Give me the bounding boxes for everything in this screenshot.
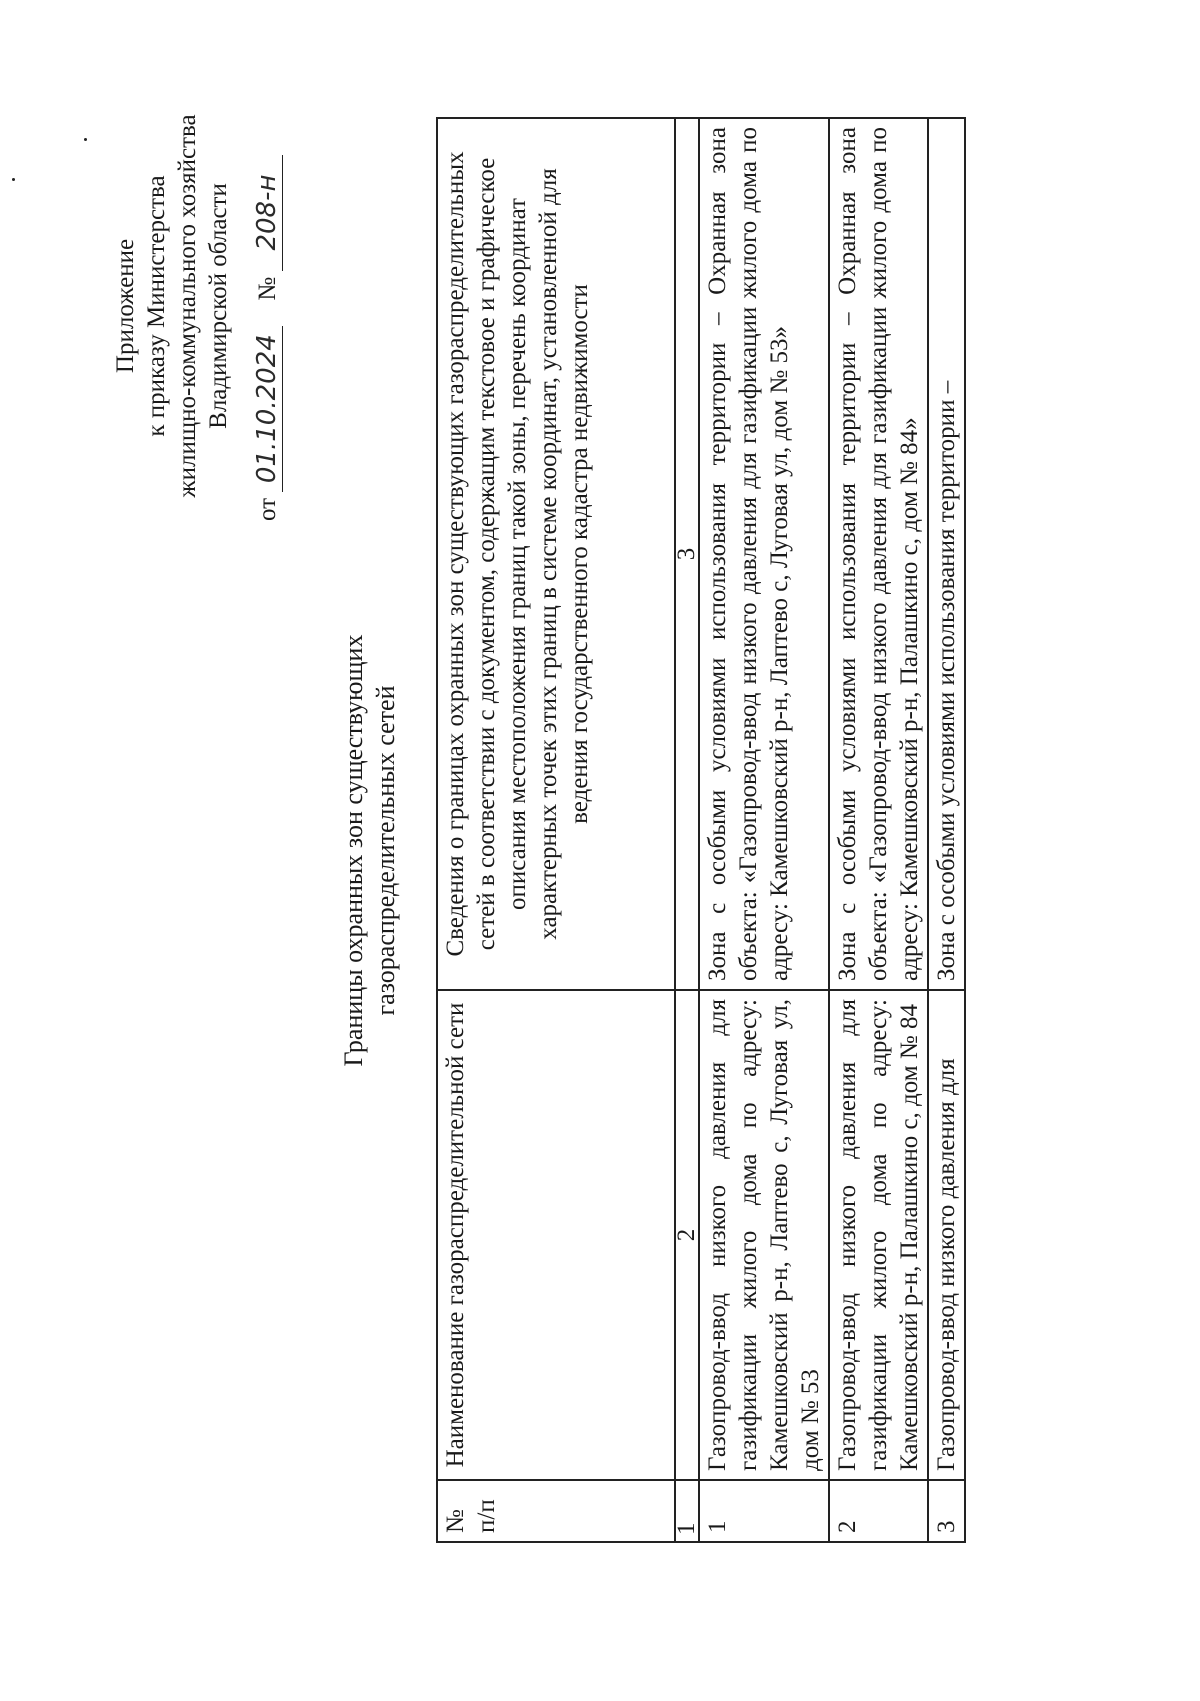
row-network-name: Газопровод-ввод низкого давления для xyxy=(928,990,965,1480)
row-no: 1 xyxy=(699,1480,829,1542)
title-line-1: Границы охранных зон существующих xyxy=(339,634,368,1067)
scan-speck xyxy=(84,138,87,141)
header-no: № п/п xyxy=(437,1480,675,1542)
appendix-block xyxy=(110,91,234,521)
number-prefix: № xyxy=(254,276,281,301)
title-line-2: газораспределительных сетей xyxy=(371,685,400,1016)
row-network-name: Газопровод-ввод низкого давления для газификации жилого дома по адресу: Камешковский р-н, Лаптево с, Луговая ул, дом № 53 xyxy=(699,990,829,1480)
row-no: 2 xyxy=(829,1480,928,1542)
scan-speck xyxy=(12,178,15,181)
order-number-field xyxy=(252,155,283,271)
table-row xyxy=(699,118,829,1542)
column-number: 2 xyxy=(675,990,699,1480)
order-date-number-line xyxy=(252,51,283,521)
column-number-row xyxy=(675,118,699,1542)
row-no: 3 xyxy=(928,1480,965,1542)
header-info: Сведения о границах охранных зон существующих газораспределительных сетей в соответствии с документом, содержащим текстовое и графическое описания местоположения границ такой зоны, перечень координат характерных точек этих границ в системе координат, установленной для ведения государственного кадастра недвижимости xyxy=(437,118,675,990)
order-date-field xyxy=(252,326,283,492)
row-zone-info: Зона с особыми условиями использования территории – Охранная зона объекта: «Газопровод-ввод низкого давления для газификации жилого дома по адресу: Камешковский р-н, Лаптево с, Луговая ул, дом № 53» xyxy=(699,118,829,990)
table-header-row xyxy=(437,118,675,1542)
protection-zones-table xyxy=(436,117,966,1543)
appendix-line: к приказу Министерства xyxy=(143,175,170,437)
row-zone-info: Зона с особыми условиями использования территории – Охранная зона объекта: «Газопровод-ввод низкого давления для газификации жилого дома по адресу: Камешковский р-н, Палашкино с, дом № 84» xyxy=(829,118,928,990)
row-zone-info: Зона с особыми условиями использования территории – xyxy=(928,118,965,990)
row-network-name: Газопровод-ввод низкого давления для газификации жилого дома по адресу: Камешковский р-н, Палашкино с, дом № 84 xyxy=(829,990,928,1480)
order-date-handwritten: 01.10.2024 xyxy=(252,334,282,484)
column-number: 3 xyxy=(675,118,699,990)
document-title xyxy=(338,0,402,1701)
date-prefix: от xyxy=(254,497,281,521)
appendix-line: жилищно-коммунального хозяйства xyxy=(174,114,201,498)
appendix-line: Владимирской области xyxy=(205,183,232,429)
appendix-line: Приложение xyxy=(112,238,139,374)
table-row xyxy=(928,118,965,1542)
column-number: 1 xyxy=(675,1480,699,1542)
table-row xyxy=(829,118,928,1542)
order-number-handwritten: 208-н xyxy=(252,174,282,251)
header-name: Наименование газораспределительной сети xyxy=(437,990,675,1480)
